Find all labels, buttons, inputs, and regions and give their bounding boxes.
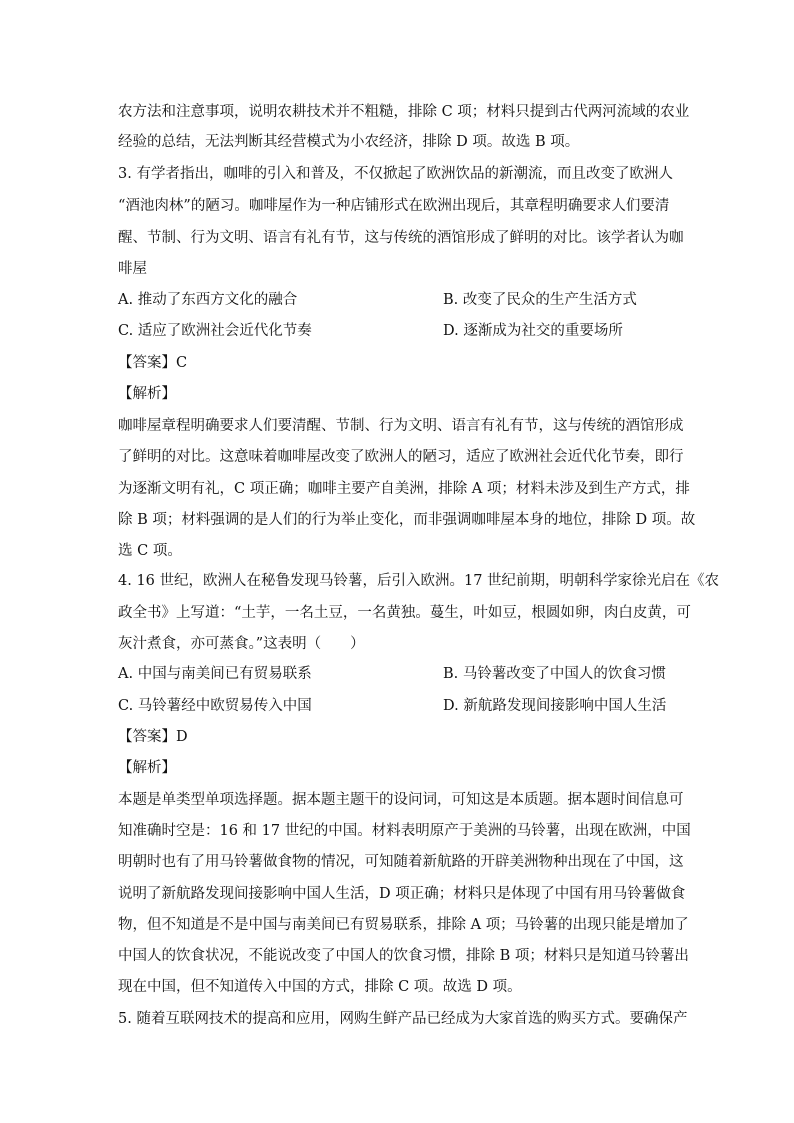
q3-option-b: B. 改变了民众的生产生活方式 (443, 292, 637, 308)
q3-option-a: A. 推动了东西方文化的融合 (118, 292, 298, 308)
q3-analysis-line-3: 为逐渐文明有礼，C 项正确；咖啡主要产自美洲，排除 A 项；材料未涉及到生产方式，排 (118, 481, 690, 497)
q4-option-c: C. 马铃薯经中欧贸易传入中国 (118, 698, 312, 714)
q4-analysis-line-5: 物，但不知道是不是中国与南美间已有贸易联系，排除 A 项；马铃薯的出现只能是增加了 (118, 917, 689, 933)
q3-answer: 【答案】C (118, 355, 188, 371)
q4-analysis-line-4: 说明了新航路发现间接影响中国人生活，D 项正确；材料只是体现了中国有用马铃薯做食 (118, 886, 686, 902)
q4-analysis-line-3: 明朝时也有了用马铃薯做食物的情况，可知随着新航路的开辟美洲物种出现在了中国，这 (118, 854, 684, 870)
q4-option-d: D. 新航路发现间接影响中国人生活 (443, 698, 667, 714)
q3-stem-line-2: “酒池肉林”的陋习。咖啡屋作为一种店铺形式在欧洲出现后，其章程明确要求人们要清 (118, 198, 670, 214)
q3-analysis-line-1: 咖啡屋章程明确要求人们要清醒、节制、行为文明、语言有礼有节，这与传统的酒馆形成 (118, 418, 684, 434)
q3-analysis-line-2: 了鲜明的对比。这意味着咖啡屋改变了欧洲人的陋习，适应了欧洲社会近代化节奏，即行 (118, 449, 684, 465)
q4-analysis-title: 【解析】 (118, 760, 176, 776)
q3-option-c: C. 适应了欧洲社会近代化节奏 (118, 323, 312, 339)
q3-analysis-title: 【解析】 (118, 386, 176, 402)
q3-stem-line-1: 3. 有学者指出，咖啡的引入和普及，不仅掀起了欧洲饮品的新潮流，而且改变了欧洲人 (118, 166, 673, 182)
q3-option-d: D. 逐渐成为社交的重要场所 (443, 323, 623, 339)
q4-analysis-line-1: 本题是单类型单项选择题。据本题主题干的设问词，可知这是本质题。据本题时间信息可 (118, 792, 684, 808)
q4-stem-line-2: 政全书》上写道：“土芋，一名土豆，一名黄独。蔓生，叶如豆，根圆如卵，肉白皮黄，可 (118, 605, 691, 621)
q4-option-b: B. 马铃薯改变了中国人的饮食习惯 (443, 666, 666, 682)
q4-analysis-line-2: 知准确时空是：16 和 17 世纪的中国。材料表明原产于美洲的马铃薯，出现在欧洲，中国 (118, 823, 691, 839)
q4-analysis-line-6: 中国人的饮食状况，不能说改变了中国人的饮食习惯，排除 B 项；材料只是知道马铃薯出 (118, 948, 689, 964)
q3-analysis-line-4: 除 B 项；材料强调的是人们的行为举止变化，而非强调咖啡屋本身的地位，排除 D 项。故 (118, 512, 696, 528)
q5-stem-line-1: 5. 随着互联网技术的提高和应用，网购生鲜产品已经成为大家首选的购买方式。要确保产 (118, 1011, 688, 1027)
q4-stem-line-3: 灰汁煮食，亦可蒸食。”这表明（ ） (118, 636, 365, 652)
q4-answer: 【答案】D (118, 729, 188, 745)
q4-stem-line-1: 4. 16 世纪，欧洲人在秘鲁发现马铃薯，后引入欧洲。17 世纪前期，明朝科学家徐光启在《农 (118, 573, 720, 589)
intro-line-2: 经验的总结，无法判断其经营模式为小农经济，排除 D 项。故选 B 项。 (118, 134, 580, 150)
q4-option-a: A. 中国与南美间已有贸易联系 (118, 666, 312, 682)
intro-line-1: 农方法和注意事项，说明农耕技术并不粗糙，排除 C 项；材料只提到古代两河流域的农业 (118, 104, 690, 120)
q3-stem-line-3: 醒、节制、行为文明、语言有礼有节，这与传统的酒馆形成了鲜明的对比。该学者认为咖 (118, 230, 684, 246)
q4-analysis-line-7: 现在中国，但不知道传入中国的方式，排除 C 项。故选 D 项。 (118, 979, 522, 995)
q3-analysis-line-5: 选 C 项。 (118, 543, 182, 559)
q3-stem-line-4: 啡屋 (118, 261, 147, 277)
